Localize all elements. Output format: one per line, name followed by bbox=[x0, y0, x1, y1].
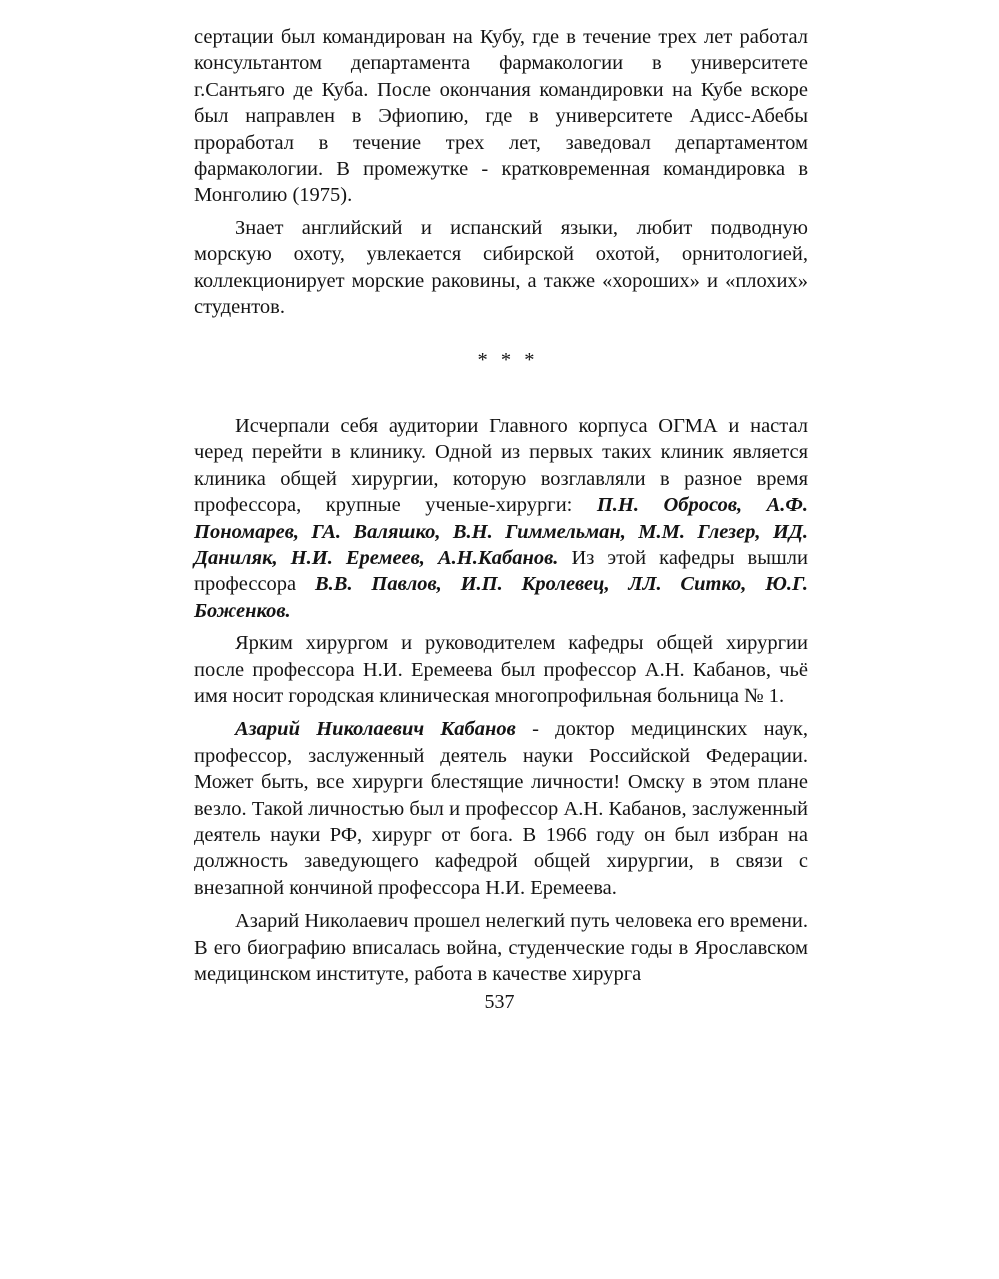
paragraph-continuation: сертации был командирован на Кубу, где в течение трех лет работал консультантом департамента фармакологии в университете г.Сантьяго де Куба. После окончания командировки на Кубе вскоре был направлен в Эфиопию, где в университете Адисс-Абебы проработал в течение трех лет, заведовал департаментом фармакологии. В промежутке - кратковременная командировка в Монголию (1975). bbox=[194, 26, 808, 207]
clinic-heads-names: П.Н. Обросов, А.Ф. Пономарев, ГА. Валяшко, В.Н. Гиммельман, М.М. Глезер, ИД. Даниляк, Н.И. Еремеев, А.Н.Кабанов. bbox=[194, 494, 808, 569]
paragraph-languages-hobbies: Знает английский и испанский языки, любит подводную морскую охоту, увлекается сибирской охотой, орнитологией, коллекционирует морские раковины, а также «хороших» и «плохих» студентов. bbox=[194, 216, 808, 319]
clinic-alumni-text: Из этой кафедры вышли профессора bbox=[194, 546, 808, 596]
clinic-intro-text: Исчерпали себя аудитории Главного корпуса ОГМА и настал черед перейти в клинику. Одной из первых таких клиник является клиника общей хирургии, которую возглавляли в разное время профессора, крупные ученые-хирурги: bbox=[194, 414, 808, 517]
paragraph-surgery-clinic bbox=[194, 413, 808, 624]
section-separator: * * * bbox=[477, 349, 539, 372]
paragraph-kabanov-path: Азарий Николаевич прошел нелегкий путь человека его времени. В его биографию вписалась война, студенческие годы в Ярославском медицинском институте, работа в качестве хирурга bbox=[194, 910, 808, 985]
paragraph-kabanov-intro: Ярким хирургом и руководителем кафедры общей хирургии после профессора Н.И. Еремеева был профессор А.Н. Кабанов, чьё имя носит городская клиническая многопрофильная больница № 1. bbox=[194, 632, 808, 707]
paragraph-kabanov-bio bbox=[194, 716, 808, 901]
clinic-alumni-names: В.В. Павлов, И.П. Кролевец, ЛЛ. Ситко, Ю.Г. Боженков. bbox=[194, 573, 808, 622]
page-number: 537 bbox=[484, 991, 515, 1013]
page-body bbox=[194, 24, 808, 987]
kabanov-name: Азарий Николаевич Кабанов bbox=[235, 718, 516, 741]
kabanov-bio-text: - доктор медицинских наук, профессор, заслуженный деятель науки Российской Федерации. Может быть, все хирурги блестящие личности! Омску в этом плане везло. Такой личностью был и профессор А.Н. Кабанов, заслуженный деятель науки РФ, хирург от бога. В 1966 году он был избран на должность заведующего кафедрой общей хирургии, в связи с внезапной кончиной профессора Н.И. Еремеева. bbox=[194, 718, 808, 899]
